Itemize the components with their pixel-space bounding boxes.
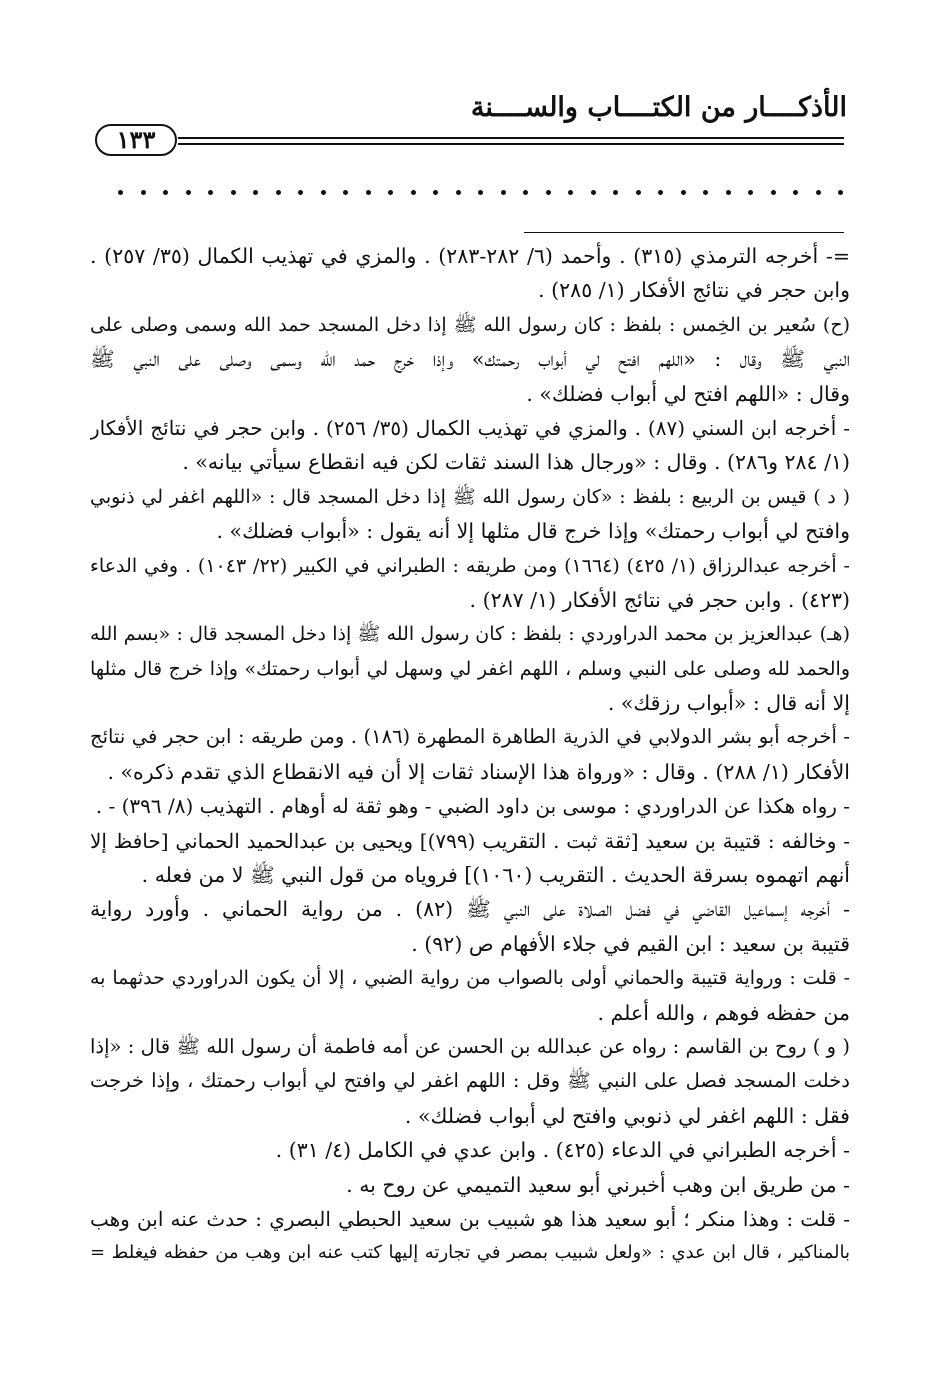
separator-dot xyxy=(456,190,461,195)
text-line: النبي ﷺ وقال : «اللهم افتح لي أبواب رحمتك» وإذا خرج حمد الله وسمى وصلى على النبي ﷺ xyxy=(90,347,850,372)
text-line: - رواه هكذا عن الدراوردي : موسى بن داود الضبي - وهو ثقة له أوهام . التهذيب (٨/ ٣٩٦) - . xyxy=(95,794,850,819)
separator-dot xyxy=(253,190,258,195)
footnote-rule xyxy=(524,232,844,233)
separator-dot xyxy=(726,190,731,195)
text-line: - وخالفه : قتيبة بن سعيد [ثقة ثبت . التقريب (٧٩٩)] ويحيى بن عبدالحميد الحماني [حافظ إلا xyxy=(90,828,850,853)
text-line: والحمد لله وصلى على النبي وسلم ، اللهم اغفر لي وسهل لي أبواب رحمتك» وإذا خرج قال مثلها xyxy=(90,657,850,680)
separator-dot xyxy=(118,190,123,195)
separator-dot xyxy=(703,190,708,195)
text-line: (٤٢٣) . وابن حجر في نتائج الأفكار (١/ ٢٨٧) . xyxy=(469,587,850,612)
separator-dot xyxy=(546,190,551,195)
running-title: الأذكــــار من الكتــــاب والســــنة xyxy=(470,92,847,123)
page-number: ١٣٣ xyxy=(116,125,156,154)
text-line: (ح) سُعير بن الخِمس : بلفظ : كان رسول الله ﷺ إذا دخل المسجد حمد الله وسمى وصلى على xyxy=(90,313,850,336)
separator-dot xyxy=(388,190,393,195)
separator-dot xyxy=(771,190,776,195)
separator-dot xyxy=(591,190,596,195)
separator-dot xyxy=(636,190,641,195)
text-line: (هـ) عبدالعزيز بن محمد الدراوردي : بلفظ : كان رسول الله ﷺ إذا دخل المسجد قال : «بسم الله xyxy=(90,623,850,646)
separator-dot xyxy=(276,190,281,195)
text-line: وقال : «اللهم افتح لي أبواب فضلك» . xyxy=(526,381,850,406)
separator-dot xyxy=(163,190,168,195)
text-line: ( و ) روح بن القاسم : رواه عن عبدالله بن الحسن عن أمه فاطمة أن رسول الله ﷺ قال : «إذا xyxy=(90,1034,850,1058)
text-line: الأفكار (١/ ٢٨٨) . وقال : «ورواة هذا الإسناد ثقات إلا أن فيه الانقطاع الذي تقدم ذكره» . xyxy=(107,759,850,784)
text-line: من حفظه فوهم ، والله أعلم . xyxy=(597,1000,850,1025)
separator-dot xyxy=(141,190,146,195)
text-line: بالمناكير ، قال ابن عدي : «ولعل شبيب بمصر في تجارته إليها كتب عنه ابن وهب من حفظه فيغلط = xyxy=(90,1242,850,1264)
separator-dot xyxy=(186,190,191,195)
header-double-rule xyxy=(178,137,844,145)
separator-dot xyxy=(433,190,438,195)
text-line: - أخرجه عبدالرزاق (١/ ٤٢٥) (١٦٦٤) ومن طريقه : الطبراني في الكبير (٢٢/ ١٠٤٣) . وفي الدعاء xyxy=(90,554,850,577)
separator-dot xyxy=(298,190,303,195)
text-line: إلا أنه قال : «أبواب رزقك» . xyxy=(607,691,850,716)
separator-dot xyxy=(613,190,618,195)
text-line: - قلت : وهذا منكر ؛ أبو سعيد هذا هو شبيب بن سعيد الحبطي البصري : حدث عنه ابن وهب xyxy=(90,1206,850,1231)
separator-dot xyxy=(681,190,686,195)
separator-dot xyxy=(793,190,798,195)
text-line: - قلت : ورواية قتيبة والحماني أولى بالصواب من رواية الضبي ، إلا أن يكون الدراوردي حدثهما به xyxy=(90,967,850,990)
separator-dot xyxy=(478,190,483,195)
text-line: - أخرجه الطبراني في الدعاء (٤٢٥) . وابن عدي في الكامل (٤/ ٣١) . xyxy=(275,1138,850,1163)
text-line: وافتح لي أبواب رحمتك» وإذا خرج قال مثلها إلا أنه يقول : «أبواب فضلك» . xyxy=(216,519,850,544)
text-line: - أخرجه ابن السني (٨٧) . والمزي في تهذيب الكمال (٣٥/ ٢٥٦) . وابن حجر في نتائج الأفكار xyxy=(90,415,850,440)
separator-dot xyxy=(568,190,573,195)
text-line: - من طريق ابن وهب أخبرني أبو سعيد التميمي عن روح به . xyxy=(346,1172,850,1197)
separator-dot xyxy=(231,190,236,195)
separator-dot xyxy=(208,190,213,195)
separator-dot xyxy=(501,190,506,195)
separator-dot xyxy=(343,190,348,195)
separator-dot xyxy=(838,190,843,195)
separator-dot xyxy=(816,190,821,195)
text-line: وابن حجر في نتائج الأفكار (١/ ٢٨٥) . xyxy=(538,278,850,303)
text-line: أنهم اتهموه بسرقة الحديث . التقريب (١٠٦٠)] فروياه من قول النبي ﷺ لا من فعله . xyxy=(141,863,850,888)
dotted-separator xyxy=(118,190,843,195)
footnote-text xyxy=(90,239,850,1271)
text-line: (١/ ٢٨٤ و٢٨٦) . وقال : «ورجال هذا السند ثقات لكن فيه انقطاع سيأتي بيانه» . xyxy=(182,450,850,475)
separator-dot xyxy=(411,190,416,195)
text-line: - أخرجه إسماعيل القاضي في فضل الصلاة على النبي ﷺ (٨٢) . من رواية الحماني . وأورد رواية xyxy=(90,897,850,922)
text-line: ( د ) قيس بن الربيع : بلفظ : «كان رسول الله ﷺ إذا دخل المسجد قال : «اللهم اغفر لي ذنوبي xyxy=(90,485,850,508)
separator-dot xyxy=(748,190,753,195)
text-line: =- أخرجه الترمذي (٣١٥) . وأحمد (٦/ ٢٨٢-٢٨٣) . والمزي في تهذيب الكمال (٣٥/ ٢٥٧) . xyxy=(90,244,850,268)
text-line: - أخرجه أبو بشر الدولابي في الذرية الطاهرة المطهرة (١٨٦) . ومن طريقه : ابن حجر في نتائج xyxy=(90,725,850,749)
separator-dot xyxy=(523,190,528,195)
separator-dot xyxy=(321,190,326,195)
separator-dot xyxy=(658,190,663,195)
page-number-badge xyxy=(95,124,177,156)
text-line: فقل : اللهم اغفر لي ذنوبي وافتح لي أبواب فضلك» . xyxy=(404,1103,850,1128)
text-line: دخلت المسجد فصل على النبي ﷺ وقل : اللهم اغفر لي وافتح لي أبواب رحمتك ، وإذا خرجت xyxy=(90,1069,850,1093)
separator-dot xyxy=(366,190,371,195)
text-line: قتيبة بن سعيد : ابن القيم في جلاء الأفهام ص (٩٢) . xyxy=(411,931,850,956)
